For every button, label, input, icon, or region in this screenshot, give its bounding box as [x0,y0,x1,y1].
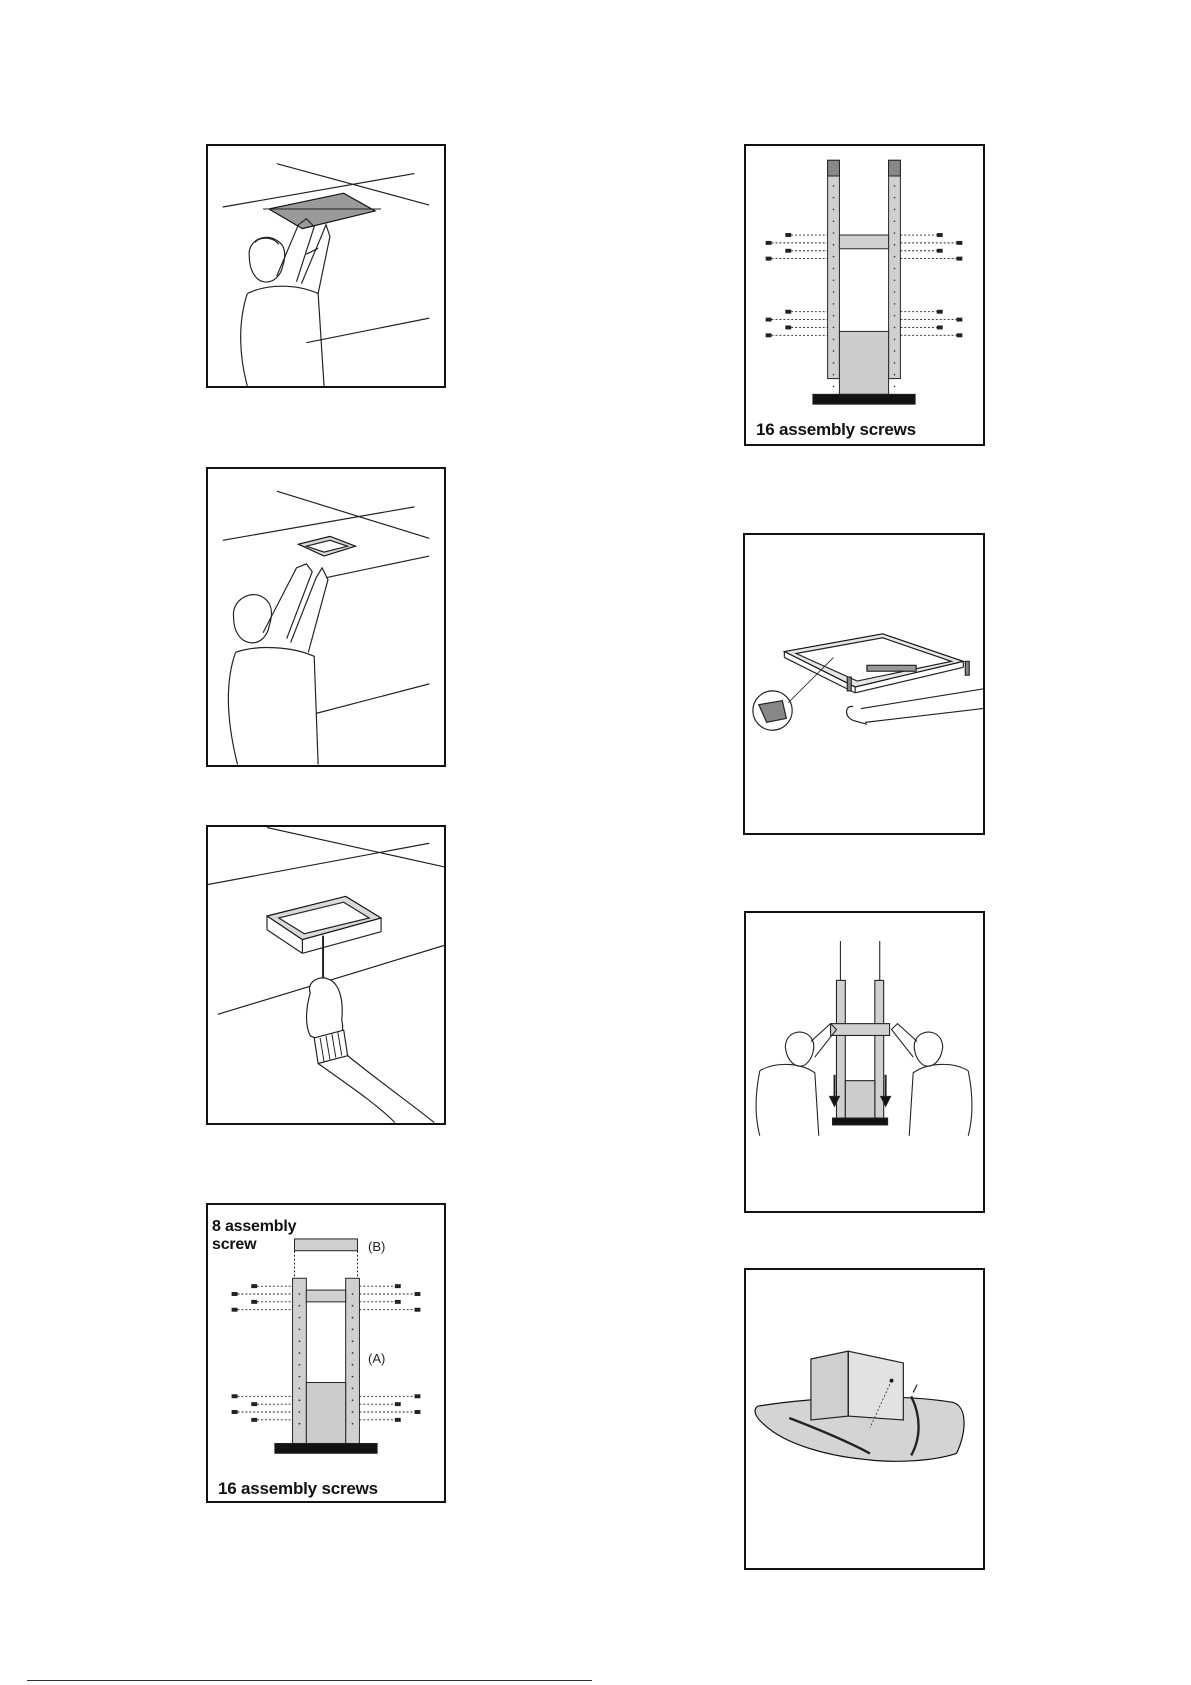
illustration-tv-brackets [745,535,983,833]
caption-8-assembly-line1: 8 assembly [212,1218,297,1235]
caption-8-assembly-line2: screw [212,1236,257,1253]
illustration-lower-column [746,913,983,1211]
label-part-a: (A) [368,1351,386,1366]
illustration-column-assembly [208,1205,444,1501]
step-panel-lower-column [744,911,985,1213]
illustration-mark-ceiling [208,146,444,386]
illustration-screw-bracket [208,827,444,1123]
step-panel-screw-bracket [206,825,446,1125]
step-panel-mark-ceiling [206,144,446,388]
caption-16-assembly-screws: 16 assembly screws [218,1479,378,1498]
step-panel-tv-brackets [743,533,985,835]
caption-16-assembly-screws: 16 assembly screws [756,420,916,439]
step-panel-fix-frame [206,467,446,767]
step-panel-column-assembly [206,1203,446,1503]
illustration-base-cover [746,1270,983,1568]
illustration-fix-frame [208,469,444,765]
illustration-extension-columns [746,146,983,444]
label-part-b: (B) [368,1239,386,1254]
footer-rule [27,1680,592,1681]
step-panel-extension-columns [744,144,985,446]
step-panel-base-cover [744,1268,985,1570]
